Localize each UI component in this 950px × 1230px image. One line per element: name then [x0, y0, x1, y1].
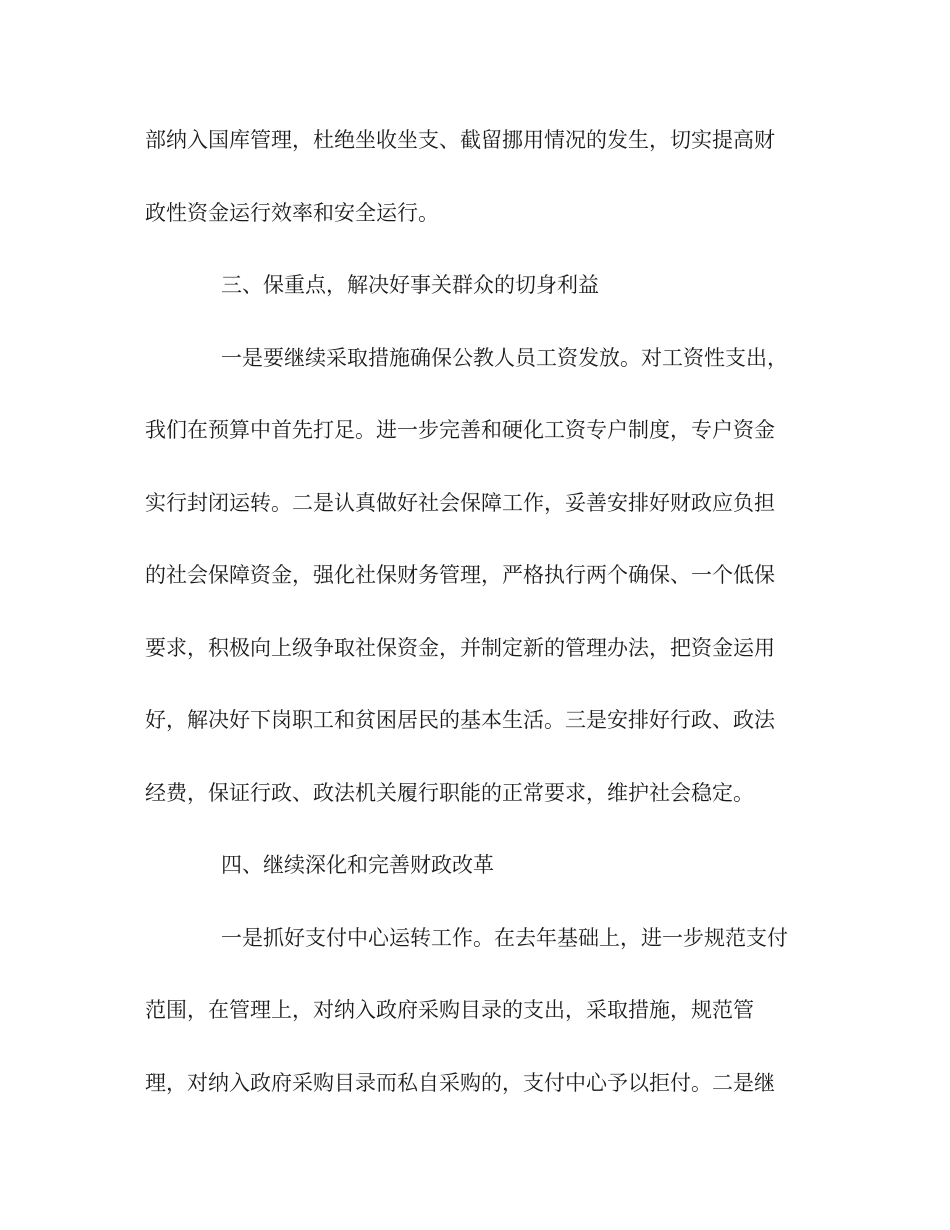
document-body — [145, 120, 810, 1135]
text-line: 理，对纳入政府采购目录而私自采购的，支付中心予以拒付。二是继 — [145, 1070, 775, 1095]
text-line: 实行封闭运转。二是认真做好社会保障工作，妥善安排好财政应负担 — [145, 490, 775, 515]
text-line: 我们在预算中首先打足。进一步完善和硬化工资专户制度，专户资金 — [145, 418, 775, 442]
text-line: 经费，保证行政、政法机关履行职能的正常要求，维护社会稳定。 — [145, 780, 754, 805]
text-line: 要求，积极向上级争取社保资金，并制定新的管理办法，把资金运用 — [145, 635, 775, 660]
text-line: 部纳入国库管理，杜绝坐收坐支、截留挪用情况的发生，切实提高财 — [145, 128, 775, 152]
paragraph-start-line: 一是要继续采取措施确保公教人员工资发放。对工资性支出， — [221, 345, 788, 370]
text-line: 政性资金运行效率和安全运行。 — [145, 200, 439, 225]
text-line: 好，解决好下岗职工和贫困居民的基本生活。三是安排好行政、政法 — [145, 708, 775, 732]
paragraph-start-line: 一是抓好支付中心运转工作。在去年基础上，进一步规范支付 — [221, 925, 788, 950]
section-heading: 三、保重点，解决好事关群众的切身利益 — [221, 273, 599, 297]
text-line: 的社会保障资金，强化社保财务管理，严格执行两个确保、一个低保 — [145, 563, 775, 587]
section-heading: 四、继续深化和完善财政改革 — [221, 853, 494, 877]
text-line: 范围，在管理上，对纳入政府采购目录的支出，采取措施，规范管 — [145, 998, 754, 1022]
